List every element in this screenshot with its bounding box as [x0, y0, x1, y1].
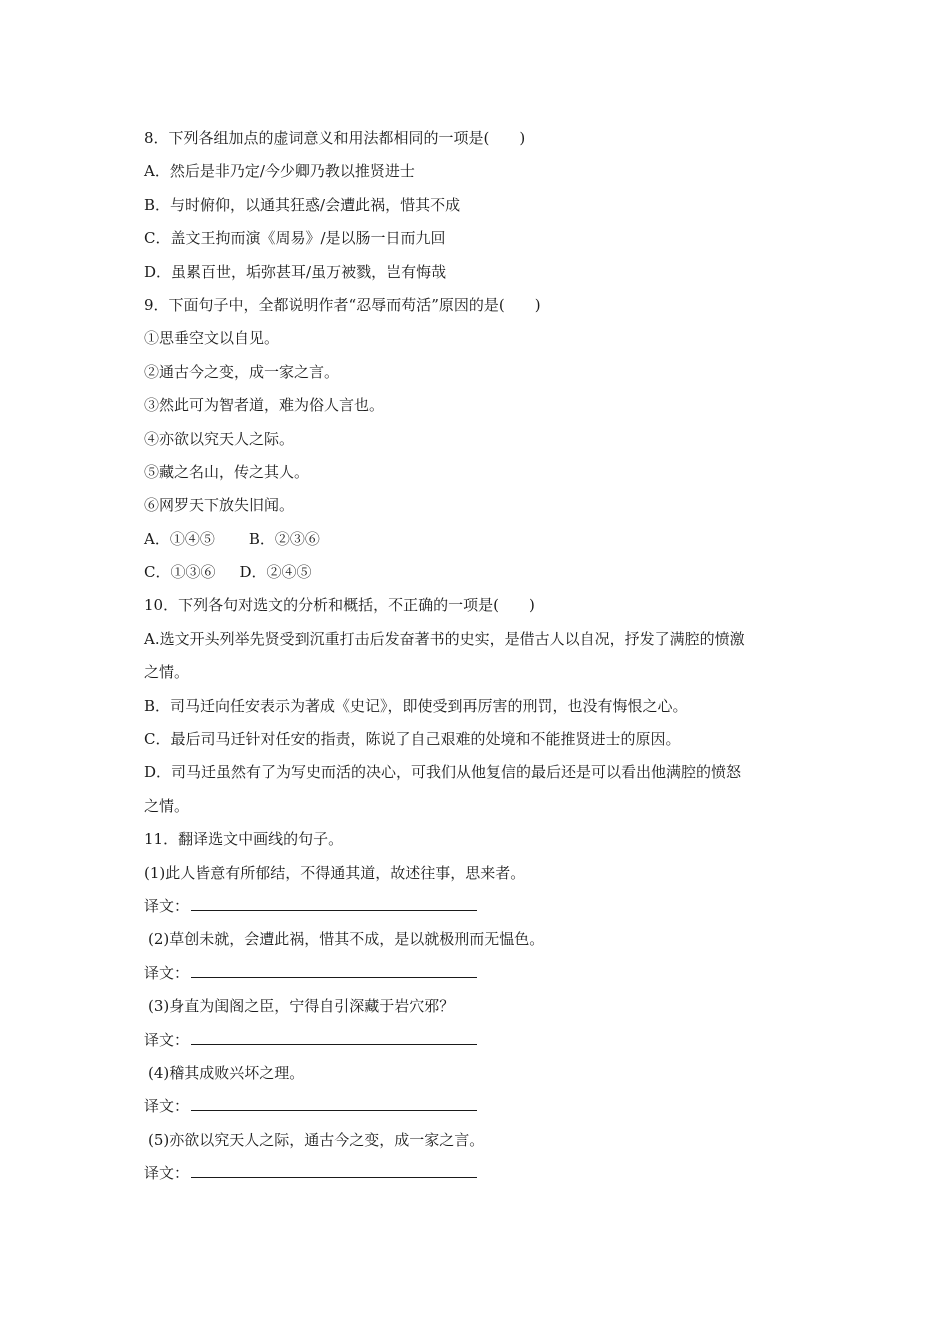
q9-item-1: ①思垂空文以自见。: [144, 329, 280, 348]
q9-item-2: ②通古今之变，成一家之言。: [144, 362, 340, 381]
q10-option-a-line-2: 之情。: [144, 663, 190, 682]
q10-option-b: B．司马迁向任安表示为著成《史记》，即使受到再厉害的刑罚，也没有悔恨之心。: [144, 696, 688, 715]
q9-item-6: ⑥网罗天下放失旧闻。: [144, 496, 295, 515]
q10-option-a-line-1: A.选文开头列举先贤受到沉重打击后发奋著书的史实，是借古人以自况，抒发了满腔的愤激: [144, 629, 745, 648]
q11-sentence-5: (5)亦欲以究天人之际，通古今之变，成一家之言。: [148, 1130, 485, 1149]
answer-label: 译文：: [144, 1097, 190, 1116]
q8-stem: 8．下列各组加点的虚词意义和用法都相同的一项是( ): [144, 129, 526, 147]
q9-option-b: B．②③⑥: [248, 529, 320, 548]
q8-option-b: B．与时俯仰，以通其狂惑/会遭此祸，惜其不成: [144, 195, 461, 214]
q10-option-d-line-1: D．司马迁虽然有了为写史而活的决心，可我们从他复信的最后还是可以看出他满腔的愤怒: [144, 763, 742, 782]
q8-option-a: A．然后是非乃定/今少卿乃教以推贤进士: [144, 162, 415, 181]
q10-option-d-line-2: 之情。: [144, 796, 190, 815]
q9-item-4: ④亦欲以究天人之际。: [144, 429, 295, 448]
answer-blank-3[interactable]: [191, 1026, 477, 1045]
answer-label: 译文：: [144, 1030, 190, 1049]
q9-item-3: ③然此可为智者道，难为俗人言也。: [144, 396, 385, 415]
q11-answer-1: [144, 890, 824, 923]
q9-stem: 9．下面句子中，全都说明作者“忍辱而苟活”原因的是( ): [144, 295, 541, 314]
q11-stem: 11．翻译选文中画线的句子。: [144, 830, 344, 849]
q11-answer-5: [144, 1157, 824, 1190]
q11-answer-4: [144, 1090, 824, 1123]
q9-option-a: A．①④⑤: [144, 529, 215, 548]
answer-blank-1[interactable]: [191, 892, 477, 911]
answer-label: 译文：: [144, 896, 190, 915]
answer-blank-2[interactable]: [191, 959, 477, 978]
q11-sentence-3: (3)身直为闺阁之臣，宁得自引深藏于岩穴邪？: [148, 997, 455, 1016]
q11-sentence-4: (4)稽其成败兴坏之理。: [148, 1063, 305, 1082]
q9-options-row-1: [144, 523, 824, 556]
q8-option-c: C．盖文王拘而演《周易》/是以肠一日而九回: [144, 229, 446, 248]
answer-label: 译文：: [144, 963, 190, 982]
q8-option-d: D．虽累百世，垢弥甚耳/虽万被戮，岂有悔哉: [144, 262, 447, 281]
answer-blank-5[interactable]: [191, 1159, 477, 1178]
q9-option-d: D．②④⑤: [239, 563, 312, 582]
q9-item-5: ⑤藏之名山，传之其人。: [144, 462, 310, 481]
exam-page: [144, 122, 824, 1191]
q10-option-c: C．最后司马迁针对任安的指责，陈说了自己艰难的处境和不能推贤进士的原因。: [144, 730, 681, 749]
q11-answer-2: [144, 957, 824, 990]
answer-blank-4[interactable]: [191, 1092, 477, 1111]
q11-sentence-2: (2)草创未就，会遭此祸，惜其不成，是以就极刑而无愠色。: [148, 930, 545, 949]
q11-sentence-1: (1)此人皆意有所郁结，不得通其道，故述往事，思来者。: [144, 863, 526, 882]
q11-answer-3: [144, 1024, 824, 1057]
q9-option-c: C．①③⑥: [144, 563, 216, 582]
q9-options-row-2: [144, 556, 824, 589]
q10-stem: 10．下列各句对选文的分析和概括，不正确的一项是( ): [144, 596, 535, 615]
answer-label: 译文：: [144, 1164, 190, 1183]
